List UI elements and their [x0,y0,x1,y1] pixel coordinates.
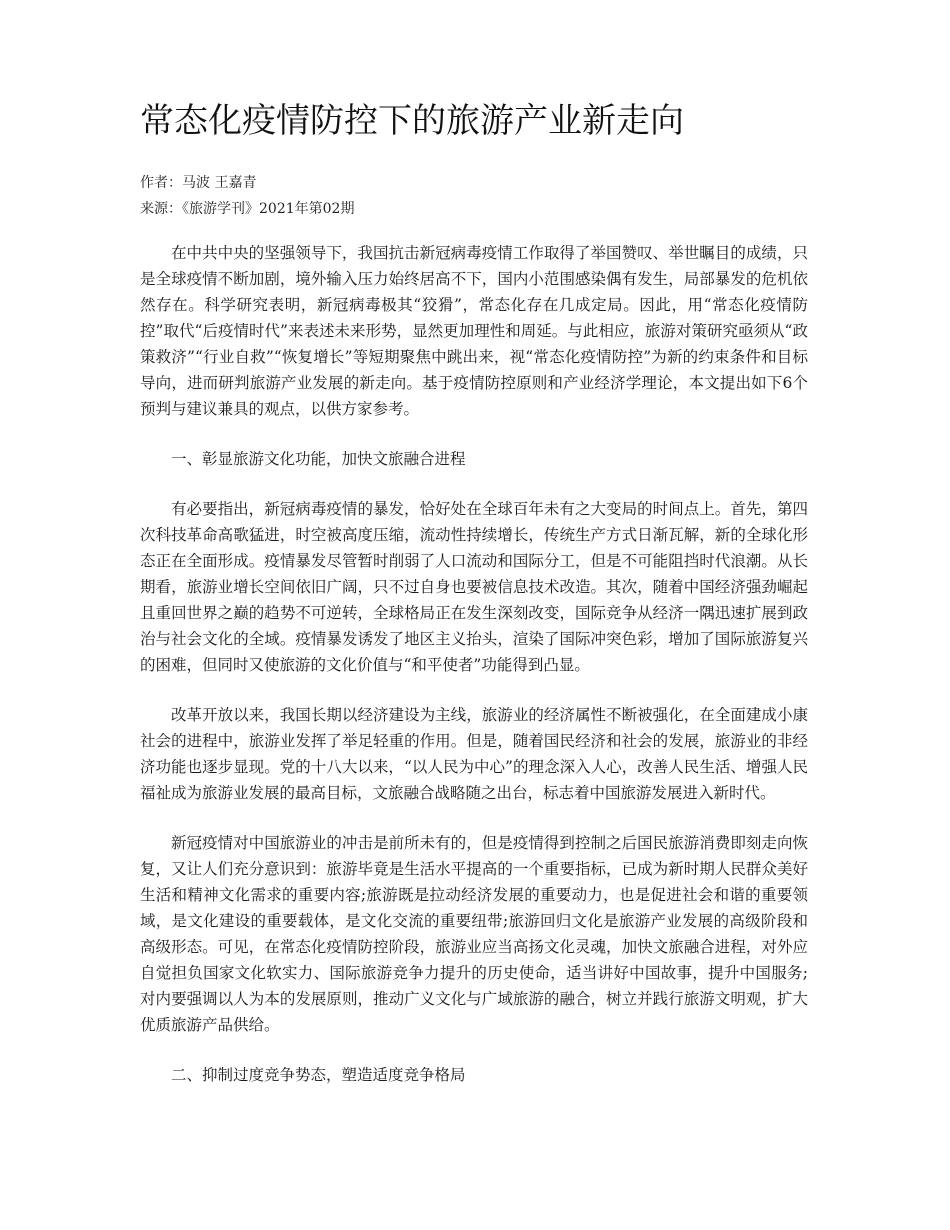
author-line: 作者：马波 王嘉青 [140,175,257,191]
source-line: 来源：《旅游学刊》2021年第02期 [140,201,355,217]
article-title: 常态化疫情防控下的旅游产业新走向 [140,101,684,141]
paragraph: 有必要指出，新冠病毒疫情的暴发，恰好处在全球百年未有之大变局的时间点上。首先，第四次科技革命高歌猛进，时空被高度压缩，流动性持续增长，传统生产方式日渐瓦解，新的全球化形态正在全面形成。疫情暴发尽管暂时削弱了人口流动和国际分工，但是不可能阻挡时代浪潮。从长期看，旅游业增长空间依旧广阔，只不过自身也要被信息技术改造。其次，随着中国经济强劲崛起且重回世界之巅的趋势不可逆转，全球格局正在发生深刻改变，国际竞争从经济一隅迅速扩展到政治与社会文化的全域。疫情暴发诱发了地区主义抬头，渲染了国际冲突色彩，增加了国际旅游复兴的困难，但同时又使旅游的文化价值与“和平使者”功能得到凸显。 [140,500,808,674]
article-body [140,240,808,1112]
paragraph: 新冠疫情对中国旅游业的冲击是前所未有的，但是疫情得到控制之后国民旅游消费即刻走向恢复，又让人们充分意识到：旅游毕竟是生活水平提高的一个重要指标，已成为新时期人民群众美好生活和精神文化需求的重要内容;旅游既是拉动经济发展的重要动力，也是促进社会和谐的重要领域，是文化建设的重要载体，是文化交流的重要纽带;旅游回归文化是旅游产业发展的高级阶段和高级形态。可见，在常态化疫情防控阶段，旅游业应当高扬文化灵魂，加快文旅融合进程，对外应自觉担负国家文化软实力、国际旅游竞争力提升的历史使命，适当讲好中国故事，提升中国服务;对内要强调以人为本的发展原则，推动广义文化与广域旅游的融合，树立并践行旅游文明观，扩大优质旅游产品供给。 [140,834,808,1034]
section-heading-2: 二、抑制过度竞争势态，塑造适度竞争格局 [171,1066,466,1084]
article-meta [140,170,820,222]
paragraph: 改革开放以来，我国长期以经济建设为主线，旅游业的经济属性不断被强化，在全面建成小康社会的进程中，旅游业发挥了举足轻重的作用。但是，随着国民经济和社会的发展，旅游业的非经济功能也逐步显现。党的十八大以来，“以人民为中心”的理念深入人心，改善人民生活、增强人民福祉成为旅游业发展的最高目标，文旅融合战略随之出台，标志着中国旅游发展进入新时代。 [140,706,808,802]
section-heading-1: 一、彰显旅游文化功能，加快文旅融合进程 [171,450,466,468]
paragraph-intro: 在中共中央的坚强领导下，我国抗击新冠病毒疫情工作取得了举国赞叹、举世瞩目的成绩，只是全球疫情不断加剧，境外输入压力始终居高不下，国内小范围感染偶有发生，局部暴发的危机依然存在。科学研究表明，新冠病毒极其“狡猾”，常态化存在几成定局。因此，用“常态化疫情防控”取代“后疫情时代”来表述未来形势，显然更加理性和周延。与此相应，旅游对策研究亟须从“政策救济”“行业自救”“恢复增长”等短期聚焦中跳出来，视“常态化疫情防控”为新的约束条件和目标导向，进而研判旅游产业发展的新走向。基于疫情防控原则和产业经济学理论，本文提出如下6个预判与建议兼具的观点，以供方家参考。 [140,244,808,418]
